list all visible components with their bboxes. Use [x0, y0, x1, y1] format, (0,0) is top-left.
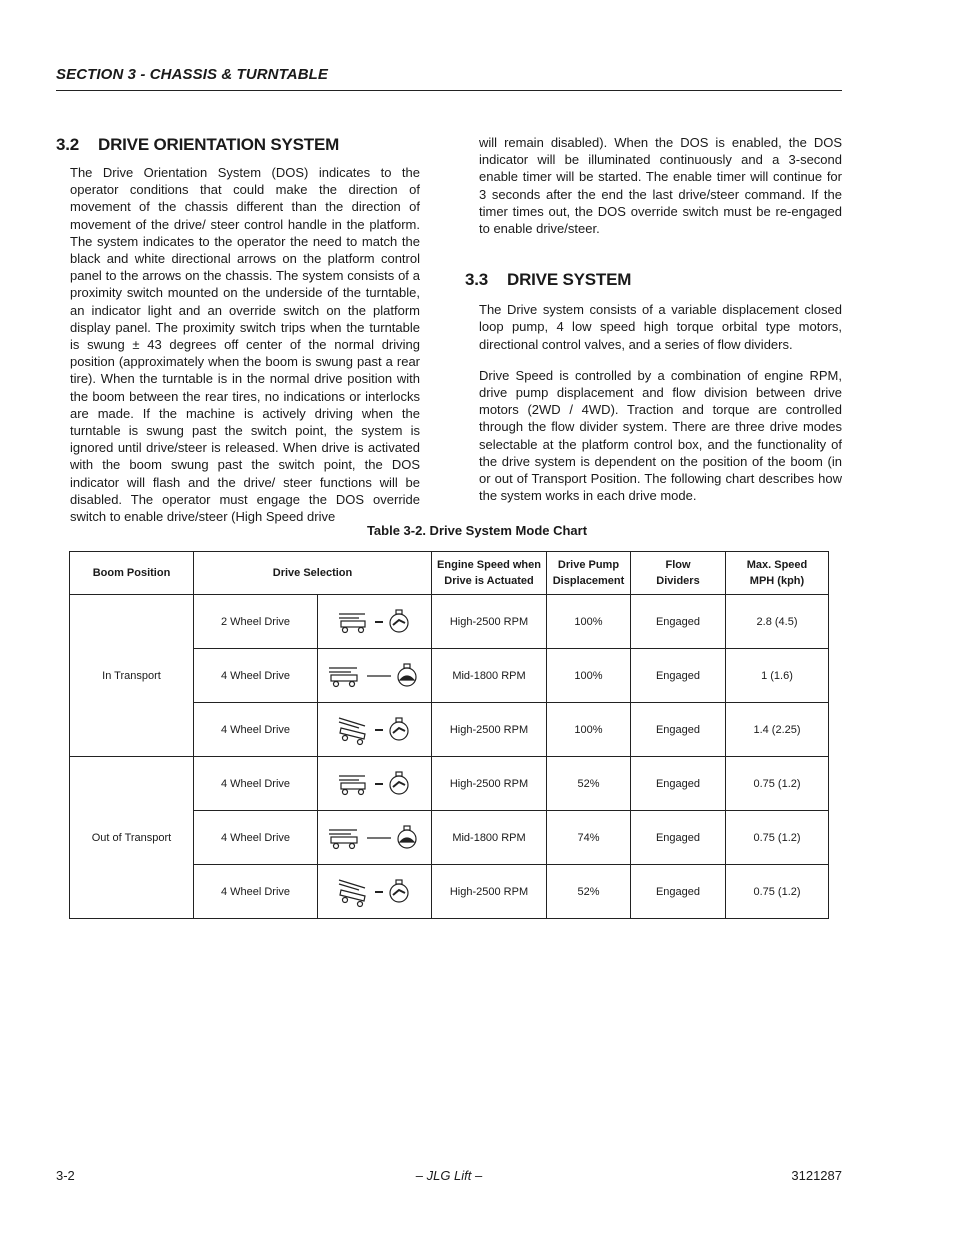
left-column [56, 134, 420, 525]
drive-mode-icon-cell [318, 865, 432, 919]
section-3-2-heading [56, 134, 420, 156]
table-row [70, 757, 829, 811]
section-3-3-heading [465, 269, 842, 291]
document-number: 3121287 [791, 1168, 842, 1183]
header-max-speed: Max. Speed MPH (kph) [726, 552, 829, 595]
drive-mode-icon-cell [318, 811, 432, 865]
header-drive-selection: Drive Selection [194, 552, 432, 595]
pump-displacement-cell: 100% [547, 649, 631, 703]
drive-mode-table [69, 551, 829, 919]
drive-selection-cell: 4 Wheel Drive [194, 757, 318, 811]
boom-position-cell: Out of Transport [70, 757, 194, 919]
flow-dividers-cell: Engaged [631, 865, 726, 919]
drive-mode-icon-cell [318, 595, 432, 649]
header-flow: Flow Dividers [631, 552, 726, 595]
low-speed-icon [322, 649, 427, 702]
incline-high-speed-icon [322, 865, 427, 918]
pump-displacement-cell: 74% [547, 811, 631, 865]
header-boom-position: Boom Position [70, 552, 194, 595]
pump-displacement-cell: 52% [547, 757, 631, 811]
flow-dividers-cell: Engaged [631, 811, 726, 865]
page-header [56, 66, 842, 91]
footer-brand: – JLG Lift – [415, 1168, 483, 1183]
drive-mode-icon-cell [318, 703, 432, 757]
dos-paragraph: The Drive Orientation System (DOS) indicates to the operator conditions that could make the direction of movement of the chassis different than the direction of movement of the drive/ steer control handle in the platform. The system indicates to the operator the need to match the black and white directional arrows on the platform control panel to the arrows on the chassis. The system consists of a proximity switch mounted on the underside of the turntable, an indicator light and an override switch on the platform display panel. The proximity switch trips when the turntable is swung ± 43 degrees off center of the normal driving position (approximately when the boom is swung past a rear tire). When the turntable is in the normal drive position with the boom between the rear tires, no indications or interlocks are made. If the machine is actively driving when the turntable is swung past the switch point, the system is ignored until drive/steer is released. When drive is activated with the boom swung past the switch point, the DOS indicator will flash and the drive/ steer functions will be disabled. The operator must engage the DOS override switch to enable drive/steer (High Speed drive [70, 165, 420, 525]
section-title: DRIVE SYSTEM [507, 270, 632, 290]
table-caption: Table 3-2. Drive System Mode Chart [366, 523, 588, 538]
pump-displacement-cell: 100% [547, 703, 631, 757]
drive-selection-cell: 4 Wheel Drive [194, 811, 318, 865]
drive-selection-cell: 4 Wheel Drive [194, 649, 318, 703]
engine-speed-cell: High-2500 RPM [432, 865, 547, 919]
engine-speed-cell: Mid-1800 RPM [432, 811, 547, 865]
table-header-row [70, 552, 829, 595]
max-speed-cell: 1.4 (2.25) [726, 703, 829, 757]
max-speed-cell: 0.75 (1.2) [726, 757, 829, 811]
pump-displacement-cell: 52% [547, 865, 631, 919]
drive-mode-icon-cell [318, 649, 432, 703]
drive-selection-cell: 4 Wheel Drive [194, 865, 318, 919]
high-speed-icon [322, 757, 427, 810]
drive-selection-cell: 2 Wheel Drive [194, 595, 318, 649]
flow-dividers-cell: Engaged [631, 595, 726, 649]
high-speed-icon [322, 595, 427, 648]
page-number: 3-2 [56, 1168, 75, 1183]
pump-displacement-cell: 100% [547, 595, 631, 649]
dos-paragraph-continued: will remain disabled). When the DOS is enabled, the DOS indicator will be illuminated continuously and a 3-second enable timer will be started. The enable timer will continue for 3 seconds after the end the last drive/steer command. If the timer times out, the DOS override switch must be re-engaged to enable drive/steer. [479, 135, 842, 237]
engine-speed-cell: High-2500 RPM [432, 703, 547, 757]
incline-high-speed-icon [322, 703, 427, 756]
flow-dividers-cell: Engaged [631, 757, 726, 811]
engine-speed-cell: High-2500 RPM [432, 595, 547, 649]
right-column [465, 134, 842, 504]
header-pump: Drive Pump Displacement [547, 552, 631, 595]
section-number: 3.3 [465, 270, 489, 290]
section-heading: SECTION 3 - CHASSIS & TURNTABLE [56, 66, 329, 83]
flow-dividers-cell: Engaged [631, 703, 726, 757]
engine-speed-cell: High-2500 RPM [432, 757, 547, 811]
engine-speed-cell: Mid-1800 RPM [432, 649, 547, 703]
max-speed-cell: 2.8 (4.5) [726, 595, 829, 649]
max-speed-cell: 0.75 (1.2) [726, 811, 829, 865]
drive-selection-cell: 4 Wheel Drive [194, 703, 318, 757]
drive-speed-paragraph: Drive Speed is controlled by a combination of engine RPM, drive pump displacement and flow division between drive motors (2WD / 4WD). Traction and torque are controlled through the flow divider system. There are three drive modes selectable at the platform control box, and the functionality of the drive system is dependent on the position of the boom (in or out of Transport Position. The following chart describes how the system works in each drive mode. [479, 367, 842, 504]
drive-mode-icon-cell [318, 757, 432, 811]
max-speed-cell: 1 (1.6) [726, 649, 829, 703]
header-engine-speed: Engine Speed when Drive is Actuated [432, 552, 547, 595]
max-speed-cell: 0.75 (1.2) [726, 865, 829, 919]
drive-system-paragraph: The Drive system consists of a variable displacement closed loop pump, 4 low speed high torque orbital type motors, directional control valves, and a series of flow dividers. [479, 302, 842, 352]
section-title: DRIVE ORIENTATION SYSTEM [98, 135, 340, 154]
low-speed-icon [322, 811, 427, 864]
table-row [70, 595, 829, 649]
section-number: 3.2 [56, 135, 80, 154]
boom-position-cell: In Transport [70, 595, 194, 757]
flow-dividers-cell: Engaged [631, 649, 726, 703]
